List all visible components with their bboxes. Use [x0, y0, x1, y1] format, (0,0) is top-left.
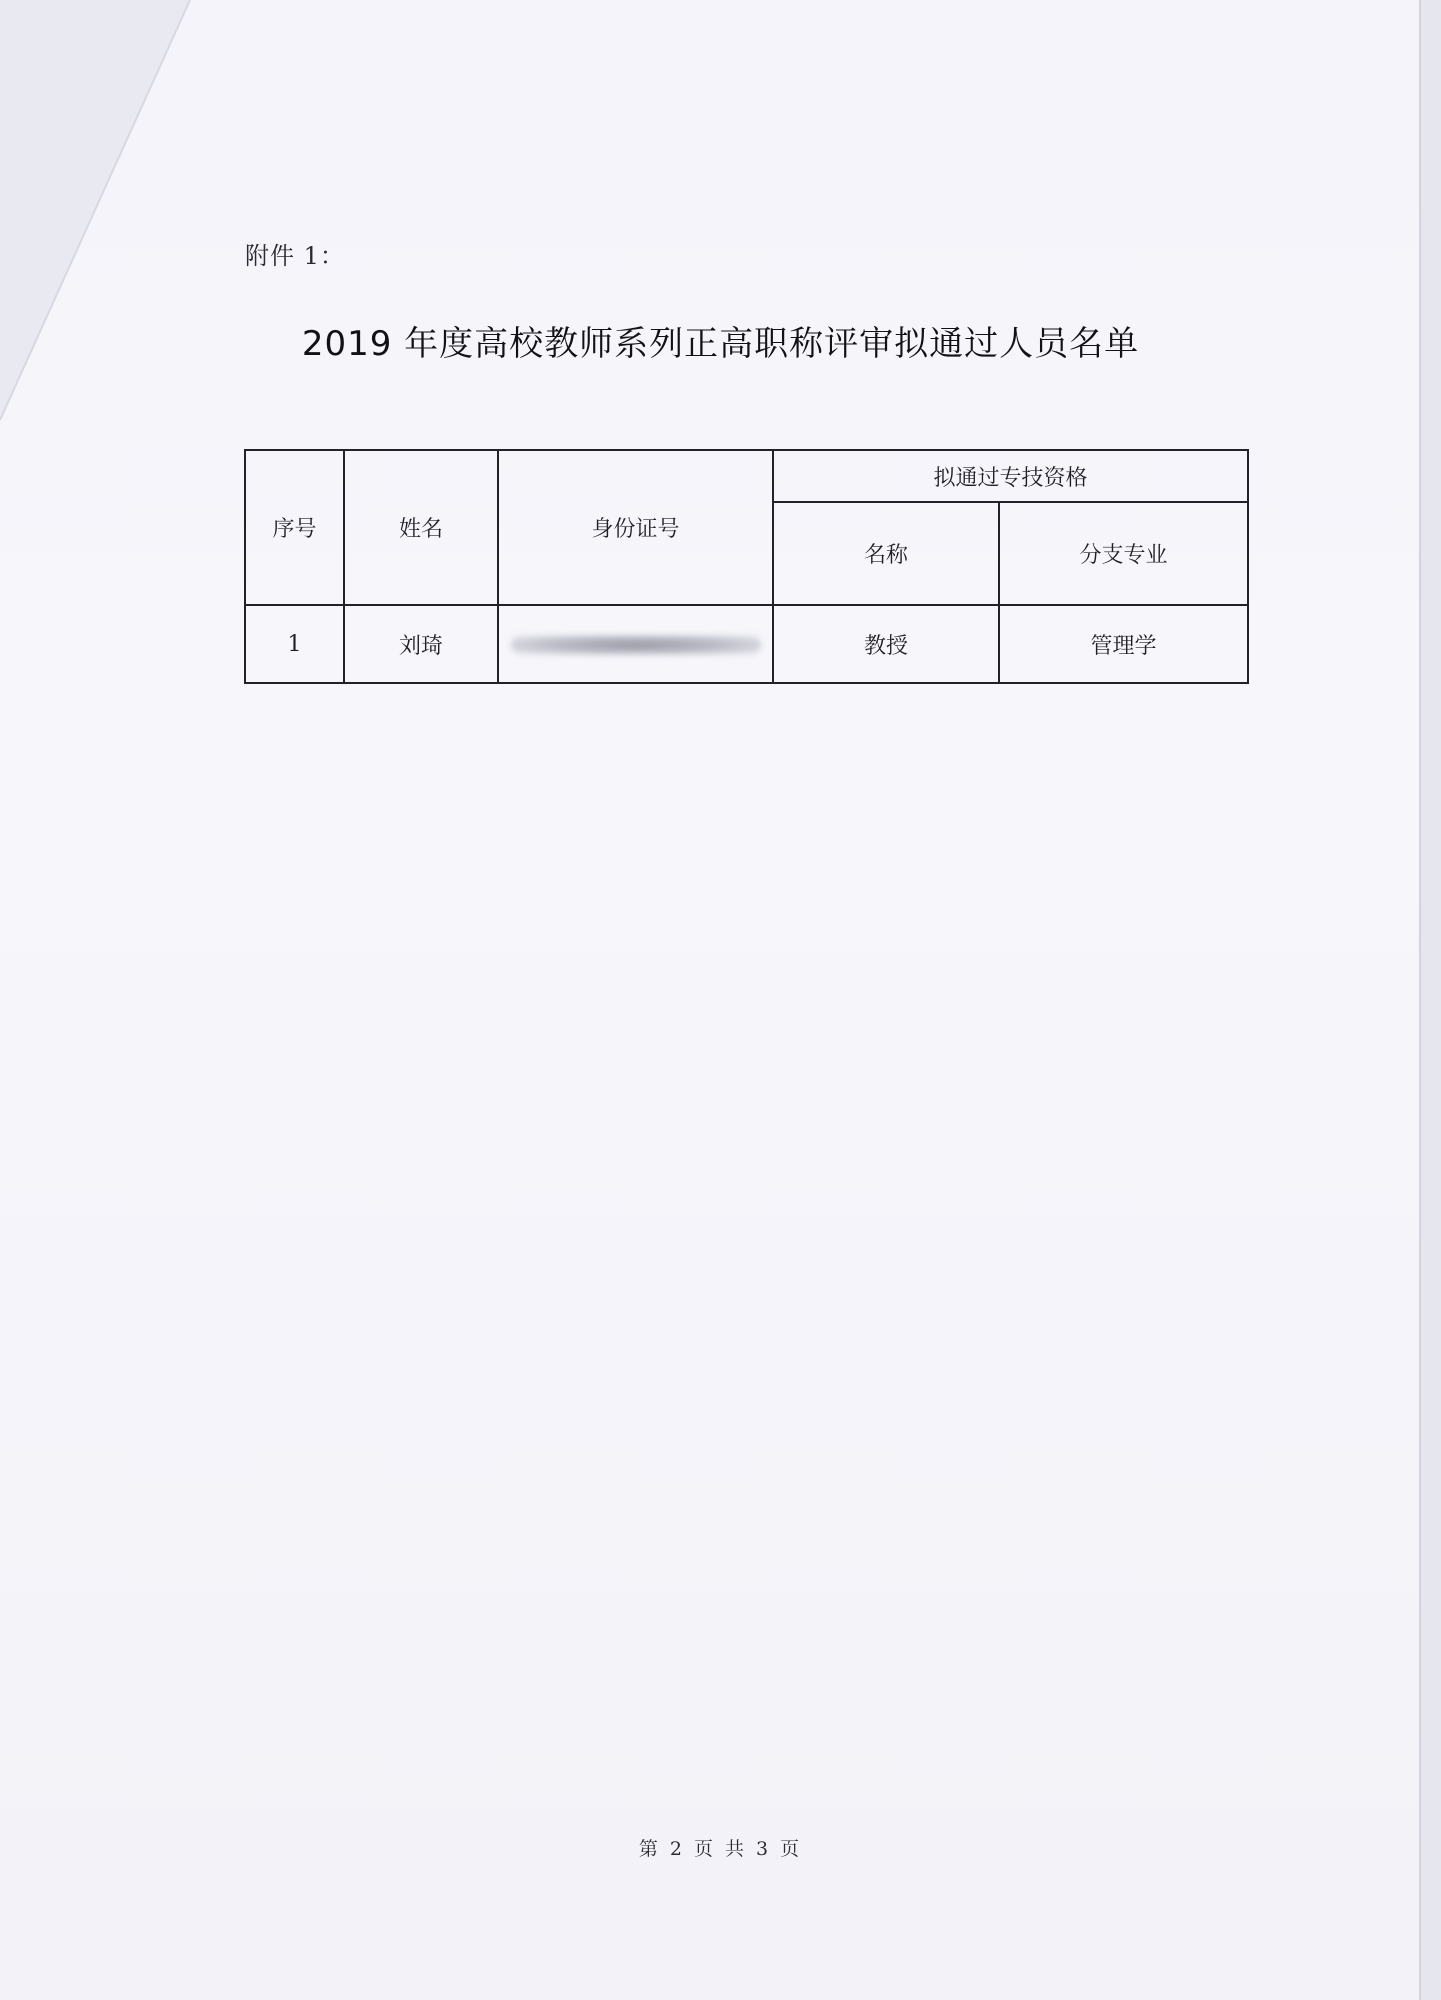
attachment-label: 附件 1： — [245, 242, 345, 270]
header-qualification-major: 分支专业 — [999, 502, 1248, 605]
header-name: 姓名 — [344, 450, 498, 605]
roster-table — [244, 449, 1249, 684]
document-title: 2019 年度高校教师系列正高职称评审拟通过人员名单 — [301, 324, 1140, 364]
header-seq: 序号 — [245, 450, 344, 605]
cell-name: 刘琦 — [344, 605, 498, 683]
cell-id-number — [498, 605, 773, 683]
header-id-number: 身份证号 — [498, 450, 773, 605]
cell-seq: 1 — [245, 605, 344, 683]
page-number-footer: 第 2 页 共 3 页 — [638, 1838, 803, 1860]
redacted-id-blur — [511, 635, 761, 655]
table-row — [245, 605, 1248, 683]
cell-qualification-major: 管理学 — [999, 605, 1248, 683]
header-qualification-group: 拟通过专技资格 — [773, 450, 1248, 502]
header-row-top — [245, 450, 1248, 502]
header-qualification-title: 名称 — [773, 502, 999, 605]
cell-qualification-title: 教授 — [773, 605, 999, 683]
